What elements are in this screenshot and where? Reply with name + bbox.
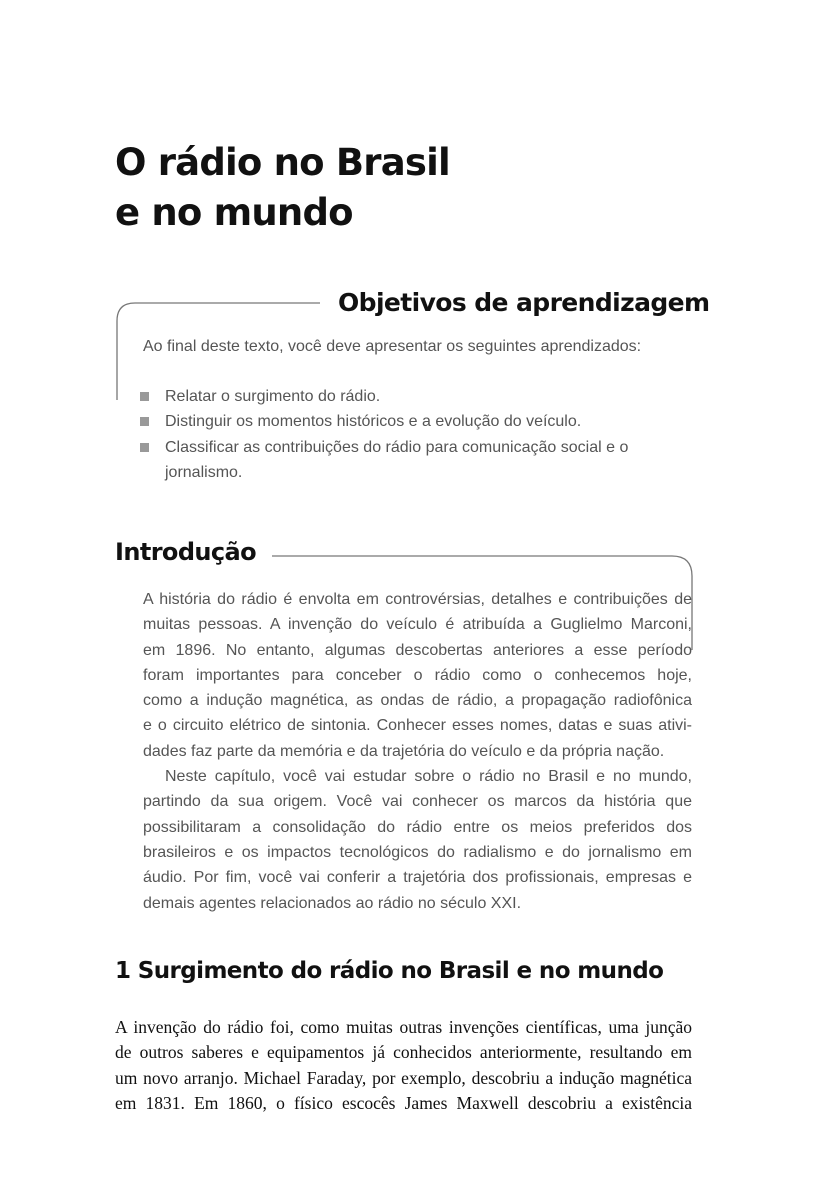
section-body — [115, 1015, 692, 1116]
bullet-square-icon — [140, 392, 149, 401]
text-line: um novo arranjo. Michael Faraday, por exemplo, descobriu a indução magnética — [115, 1067, 692, 1088]
page-title — [115, 138, 450, 238]
list-item — [140, 435, 670, 486]
text-line: A invenção do rádio foi, como muitas outras invenções científicas, uma junção — [115, 1017, 692, 1037]
bullet-square-icon — [140, 443, 149, 452]
list-item-text: Relatar o surgimento do rádio. — [165, 388, 381, 405]
text-line: Neste capítulo, você vai estudar sobre o rádio no Brasil e no mundo, — [165, 768, 692, 786]
list-item-text: Distinguir os momentos históricos e a evolução do veículo. — [165, 413, 582, 431]
text-line: áudio. Por fim, você vai conferir a trajetória dos profissionais, empresas e — [143, 869, 692, 887]
text-line: brasileiros e os impactos tecnológicos do radialismo e do jornalismo em — [143, 843, 692, 861]
objectives-heading: Objetivos de aprendizagem — [338, 288, 710, 317]
list-item — [140, 409, 700, 434]
title-line: O rádio no Brasil — [115, 141, 450, 184]
text-line: possibilitaram a consolidação do rádio entre os meios preferidos dos — [143, 818, 692, 836]
section-heading: 1 Surgimento do rádio no Brasil e no mundo — [115, 958, 664, 984]
text-line: muitas pessoas. A invenção do veículo é atribuída a Guglielmo Marconi, — [143, 616, 692, 634]
list-item-text: Classificar as contribuições do rádio para comunicação social e o jornalismo. — [165, 438, 629, 481]
objectives-intro: Ao final deste texto, você deve apresentar os seguintes aprendizados: — [143, 338, 642, 355]
text-line: A história do rádio é envolta em controvérsias, detalhes e contribuições de — [143, 591, 692, 608]
text-line: e o circuito elétrico de sintonia. Conhecer esses nomes, datas e suas ativi- — [143, 717, 692, 735]
text-line: dades faz parte da memória e da trajetória do veículo e da própria nação. — [143, 742, 665, 760]
text-line: foram importantes para conceber o rádio como o conhecemos hoje, — [143, 666, 692, 684]
bullet-square-icon — [140, 417, 149, 426]
text-line: de outros saberes e equipamentos já conhecidos anteriormente, resultando em — [115, 1042, 692, 1063]
title-line: e no mundo — [115, 191, 353, 234]
text-line: em 1896. No entanto, algumas descobertas anteriores a esse período — [143, 641, 692, 659]
introduction-body — [143, 587, 692, 916]
text-line: partindo da sua origem. Você vai conhecer os marcos da história que — [143, 793, 692, 811]
objectives-list — [140, 384, 700, 485]
list-item — [140, 384, 700, 409]
text-line: demais agentes relacionados ao rádio no século XXI. — [143, 894, 522, 912]
text-line: em 1831. Em 1860, o físico escocês James Maxwell descobriu a existência — [115, 1092, 692, 1113]
introduction-heading: Introdução — [115, 538, 256, 566]
text-line: como a indução magnética, as ondas de rádio, a propagação radiofônica — [143, 692, 692, 710]
